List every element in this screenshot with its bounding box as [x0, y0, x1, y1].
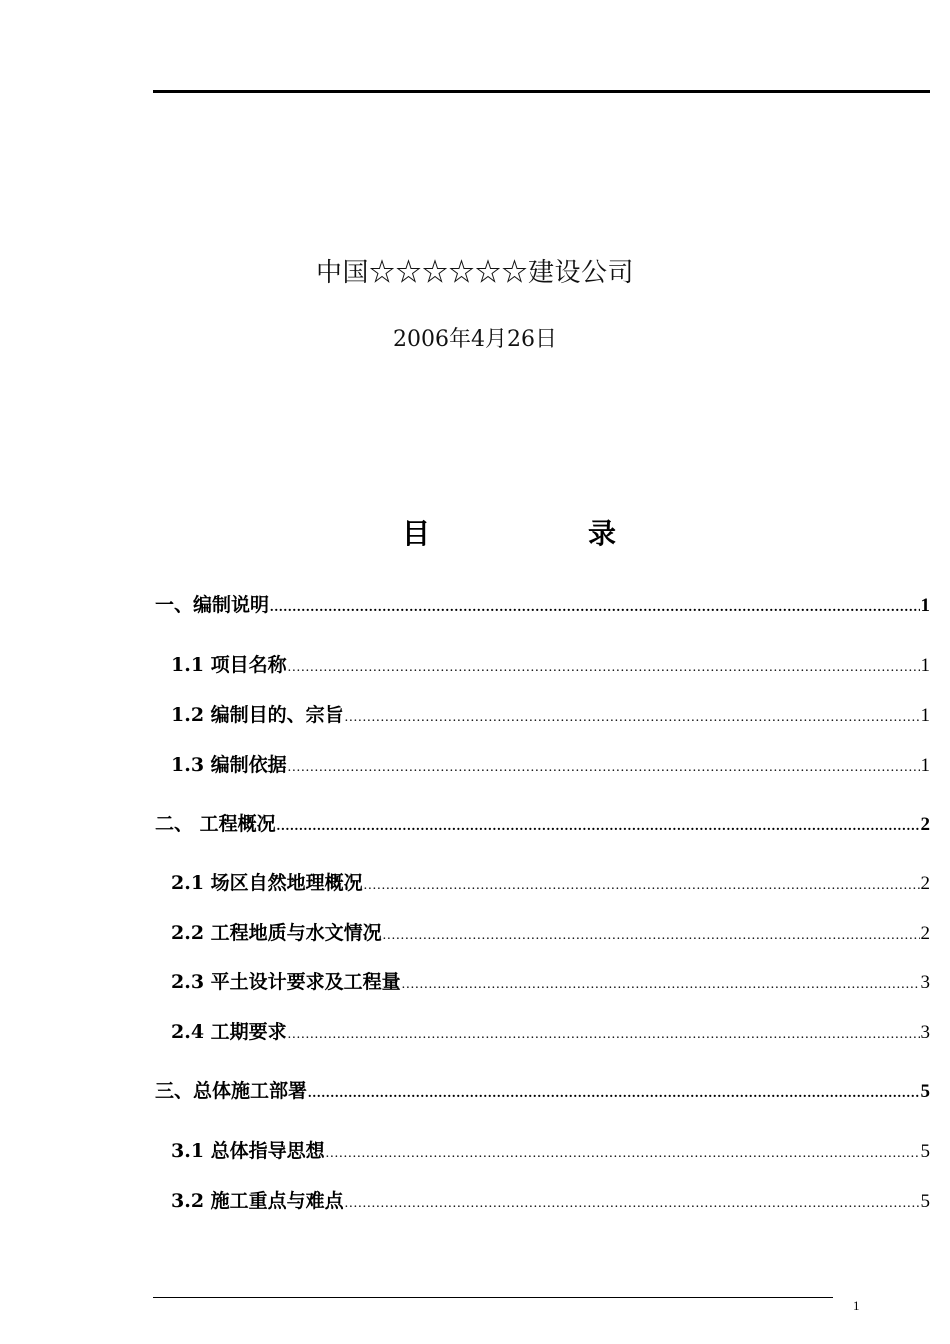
toc-entry-label: 2.3 平土设计要求及工程量 [171, 971, 401, 993]
footer-rule [153, 1297, 833, 1298]
document-date: 2006年4月26日 [393, 327, 557, 352]
toc-entry-page: 1 [920, 655, 930, 676]
toc-entry[interactable] [171, 700, 930, 728]
toc-entry-page: 3 [920, 1022, 930, 1043]
toc-entry[interactable] [171, 918, 930, 946]
toc-leader-dots [383, 928, 920, 944]
toc-leader-dots [308, 1086, 919, 1102]
toc-title-left: 目 [402, 517, 431, 550]
toc-entry-label: 1.3 编制依据 [171, 754, 287, 776]
toc-leader-dots [364, 878, 920, 894]
toc-leader-dots [402, 977, 920, 993]
toc-entry-label: 2.2 工程地质与水文情况 [171, 922, 382, 944]
toc-entry[interactable] [171, 650, 930, 678]
toc-entry-page: 1 [920, 755, 930, 776]
toc-leader-dots [277, 819, 920, 835]
toc-entry-page: 2 [920, 814, 930, 835]
toc-entry-label: 3.1 总体指导思想 [171, 1140, 325, 1162]
toc-leader-dots [288, 760, 920, 776]
toc-entry-page: 5 [920, 1081, 930, 1102]
toc-entry-page: 2 [920, 923, 930, 944]
toc-entry-page: 2 [920, 873, 930, 894]
toc-entry-page: 1 [920, 705, 930, 726]
toc-leader-dots [326, 1146, 920, 1162]
toc-entry[interactable] [171, 750, 930, 778]
toc-entry-label: 二、 工程概况 [155, 813, 276, 835]
toc-entry[interactable] [155, 809, 930, 837]
toc-entry-label: 2.1 场区自然地理概况 [171, 872, 363, 894]
toc-title-right: 录 [588, 517, 617, 550]
toc-entry[interactable] [171, 868, 930, 896]
toc-entry-label: 3.2 施工重点与难点 [171, 1190, 344, 1212]
toc-entry-label: 一、编制说明 [155, 594, 270, 616]
header-rule [153, 90, 930, 93]
toc-entry-page: 1 [920, 595, 930, 616]
toc-leader-dots [288, 1027, 920, 1043]
toc-entry-label: 三、总体施工部署 [155, 1080, 308, 1102]
toc-leader-dots [288, 660, 920, 676]
toc-entry[interactable] [155, 590, 930, 618]
toc-entry-label: 2.4 工期要求 [171, 1021, 287, 1043]
toc-entry-label: 1.2 编制目的、宗旨 [171, 704, 344, 726]
toc-entry[interactable] [171, 967, 930, 995]
toc-entry-label: 1.1 项目名称 [171, 654, 287, 676]
toc-entry[interactable] [171, 1186, 930, 1214]
company-name: 中国☆☆☆☆☆☆建设公司 [315, 258, 634, 288]
toc-entry-page: 5 [920, 1141, 930, 1162]
toc-entry-page: 5 [920, 1191, 930, 1212]
toc-entry[interactable] [171, 1017, 930, 1045]
toc-entry[interactable] [155, 1076, 930, 1104]
toc-leader-dots [270, 600, 919, 616]
toc-leader-dots [345, 710, 920, 726]
toc-leader-dots [345, 1196, 920, 1212]
toc-entry[interactable] [171, 1136, 930, 1164]
page-number: 1 [853, 1298, 860, 1313]
toc-entry-page: 3 [920, 972, 930, 993]
